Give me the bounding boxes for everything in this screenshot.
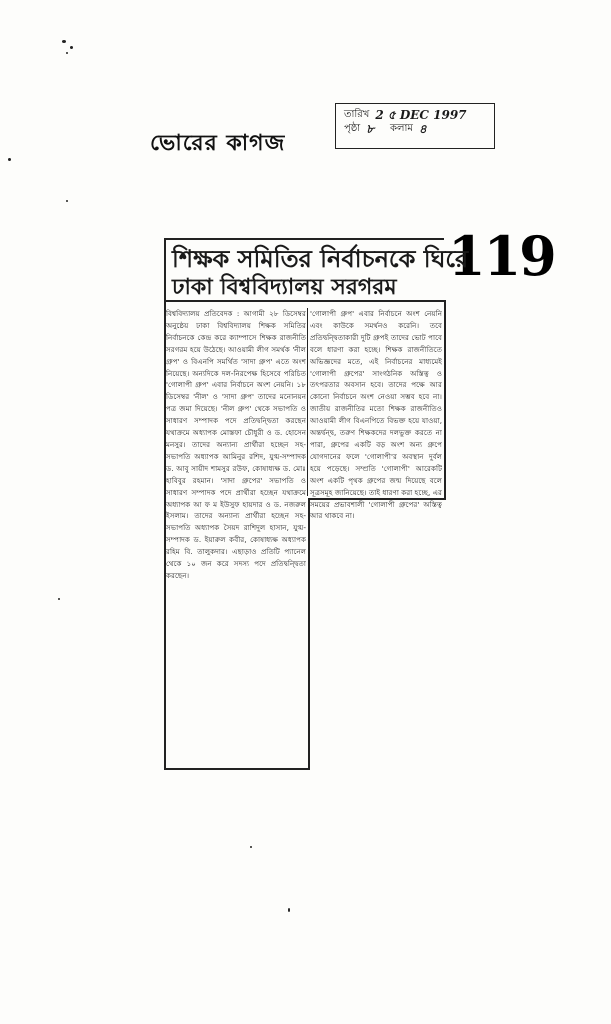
headline-line-2: ঢাকা বিশ্ববিদ্যালয় সরগরম <box>172 275 397 300</box>
article-column-1 <box>166 308 306 764</box>
stamp-column-value: ৪ <box>418 122 427 136</box>
newspaper-name: ভোরের কাগজ <box>150 131 286 156</box>
stamp-date-value: 2 ৫ DEC 1997 <box>375 108 467 122</box>
scan-speck <box>66 52 68 54</box>
scan-speck <box>250 846 252 848</box>
scan-speck <box>70 46 73 49</box>
scan-speck <box>62 40 66 43</box>
article-column-2 <box>310 308 443 521</box>
article-border-right-upper <box>444 300 446 500</box>
stamp-column-label: কলাম <box>390 123 413 134</box>
column-separator <box>307 308 308 496</box>
scan-speck <box>58 598 60 600</box>
handwritten-number: 119 <box>448 224 555 288</box>
scan-speck <box>8 158 11 161</box>
article-border-right <box>308 498 310 770</box>
column-2-text: 'গোলাপী গ্রুপ' এবার নির্বাচনে অংশ নেয়নি এবং কাউকে সমর্থনও করেনি। তবে প্রতিদ্বন্দ্বিতাকারী দুটি গ্রুপই তাদের ভোট পাবে বলে ধারণা করা হচ্ছে। শিক্ষক রাজনীতিতে অভিজ্ঞদের মতে, এই নির্বাচনের মাধ্যমেই 'গোলাপী গ্রুপের' সাংগঠনিক অস্তিত্ব ও তৎপরতার অবসান হবে। তাদের পক্ষে আর কোনো নির্বাচনে অংশ নেওয়া সম্ভব হবে না। জাতীয় রাজনীতির মতো শিক্ষক রাজনীতিও আওয়ামী লীগ বিএনপিতে বিভক্ত হয়ে যাওয়া, অন্তর্দ্বন্দ্ব, তরুণ শিক্ষকদের দলভুক্ত করতে না পারা, গ্রুপের একটি বড় অংশ অন্য গ্রুপে যোগদানের ফলে 'গোলাপী'র অবস্থান দুর্বল হয়ে পড়েছে। সম্প্রতি 'গোলাপী' আরেকটি অংশ একটি পৃথক গ্রুপের জন্ম দিয়েছে বলে সূত্রসমূহ জানিয়েছে। তাই ধারণা করা হচ্ছে, এর সময়ের প্রভাবশালী 'গোলাপী গ্রুপের' অস্তিত্ব আর থাকবে না। <box>310 309 443 521</box>
stamp-date-label: তারিখ <box>344 109 370 120</box>
article-headline <box>164 238 469 306</box>
column-1-text: বিশ্ববিদ্যালয় প্রতিবেদক : আগামী ২৮ ডিসেম্বর অনুষ্ঠেয় ঢাকা বিশ্ববিদ্যালয় শিক্ষক সমিতির নির্বাচনকে কেন্দ্র করে ক্যাম্পাসে শিক্ষক রাজনীতি সরগরম হয়ে উঠেছে। আওয়ামী লীগ সমর্থক 'নীল গ্রুপ' ও বিএনপি সমর্থিত 'সাদা গ্রুপ' এতে অংশ নিয়েছে। অন্যদিকে দল-নিরপেক্ষ হিসেবে পরিচিত 'গোলাপী গ্রুপ' এবার নির্বাচনে অংশ নেয়নি। ১৮ ডিসেম্বর 'নীল' ও 'সাদা গ্রুপ' তাদের মনোনয়ন পত্র জমা দিয়েছে। 'নীল গ্রুপ' থেকে সভাপতি ও সাধারণ সম্পাদক পদে প্রতিদ্বন্দ্বিতা করছেন যথাক্রমে অধ্যাপক মোস্তফা চৌধুরী ও ড. হোসেন মনসুর। তাদের অন্যান্য প্রার্থীরা হচ্ছেন সহ-সভাপতি অধ্যাপক আমিনুর রশিদ, যুগ্ম-সম্পাদক ড. আবু সায়ীদ শামসুর রউফ, কোষাধ্যক্ষ ড. মোঃ হাবিবুর রহমান। 'সাদা গ্রুপের' সভাপতি ও সাধারণ সম্পাদক পদে প্রার্থীরা হচ্ছেন যথাক্রমে অধ্যাপক আ ফ ম ইউসুফ হায়দার ও ড. নজরুল ইসলাম। তাদের অন্যান্য প্রার্থীরা হচ্ছেন সহ-সভাপতি অধ্যাপক সৈয়দ রাশিদুল হাসান, যুগ্ম-সম্পাদক ড. ইয়ারুল কবীর, কোষাধ্যক্ষ অধ্যাপক রহিম বি. তালুকদার। এছাড়াও প্রতিটি প্যানেল থেকে ১০ জন করে সদস্য পদে প্রতিদ্বন্দ্বিতা করছেন। <box>166 309 306 580</box>
stamp-page-label: পৃষ্ঠা <box>344 123 361 134</box>
headline-line-1: শিক্ষক সমিতির নির্বাচনকে ঘিরে <box>172 245 469 273</box>
article-border-top <box>164 300 446 302</box>
scan-speck <box>288 908 290 912</box>
scan-speck <box>66 200 68 202</box>
stamp-page-value: ৮ <box>366 122 374 136</box>
article-border-bottom <box>164 768 309 770</box>
archive-stamp <box>335 103 495 149</box>
